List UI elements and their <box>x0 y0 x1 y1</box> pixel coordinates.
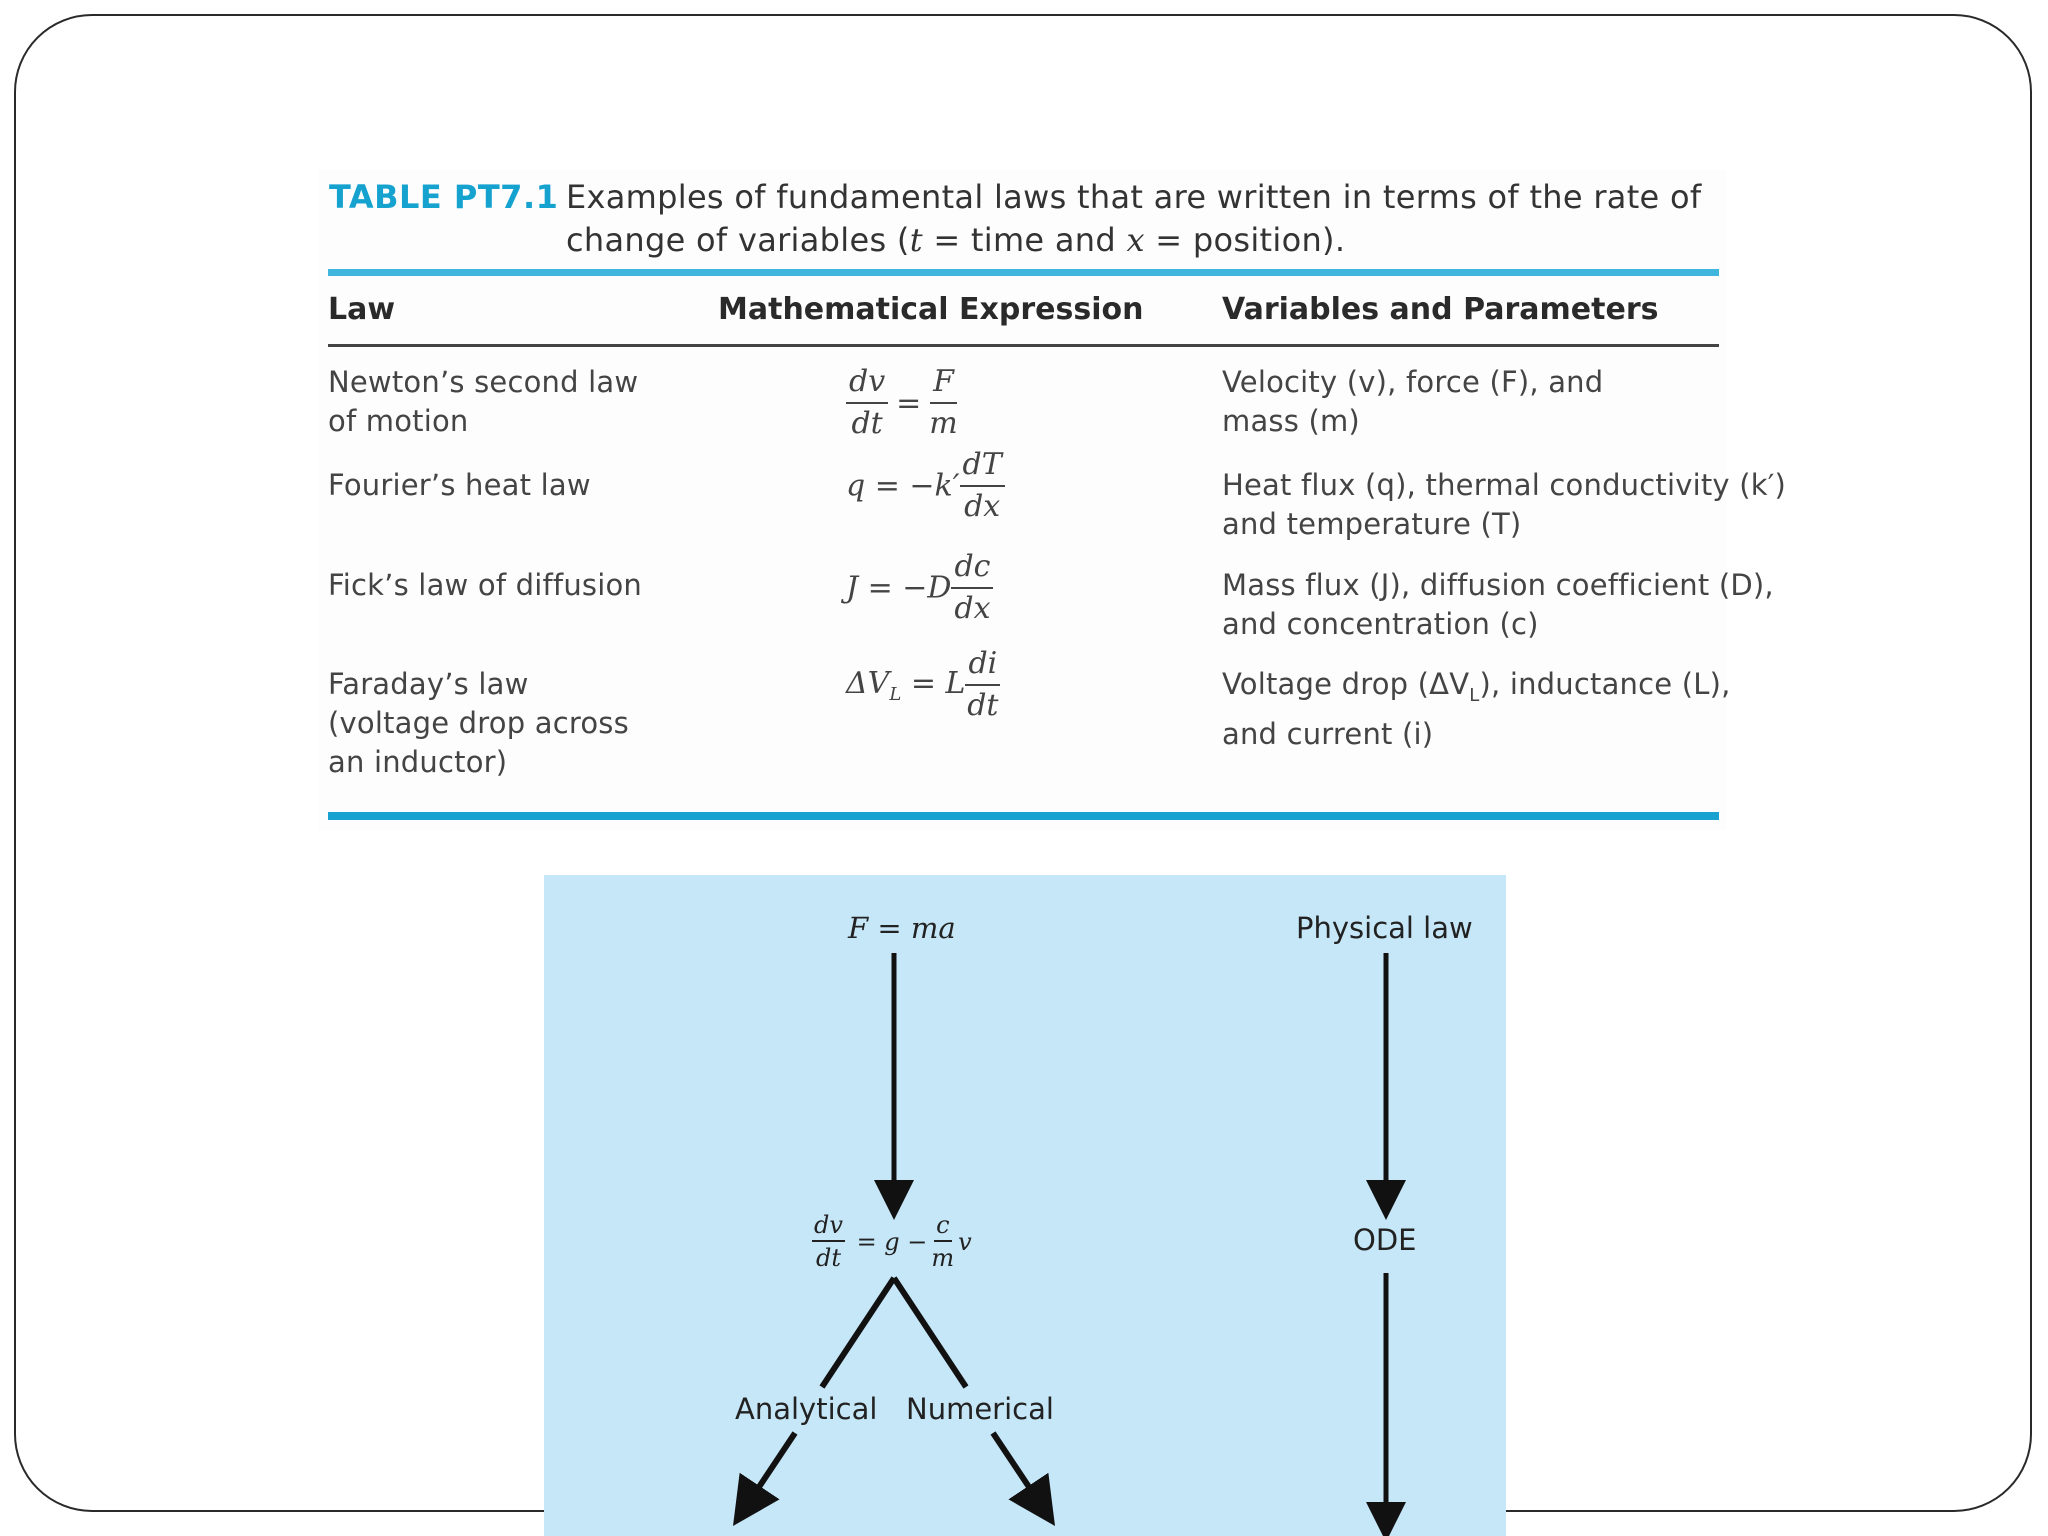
table-label: TABLE PT7.1 <box>329 178 559 216</box>
vars-faraday-line2: and current (i) <box>1222 716 1434 751</box>
table-header-rule <box>328 344 1719 347</box>
eq-faraday <box>846 646 1000 724</box>
eq-fourier-lhs: q = −k′ <box>846 468 960 504</box>
law-fourier-line1: Fourier’s heat law <box>328 468 591 502</box>
header-law: Law <box>328 292 396 327</box>
eq-fourier <box>846 447 1005 525</box>
law-faraday-line2: (voltage drop across <box>328 706 629 740</box>
diagram-analytical: Analytical <box>735 1392 878 1426</box>
eq-faraday-mid: = L <box>901 665 966 701</box>
eq-faraday-num: di <box>965 646 1000 686</box>
law-newton-line1: Newton’s second law <box>328 365 639 399</box>
vars-fourier-line2: and temperature (T) <box>1222 507 1522 541</box>
caption-line-1: Examples of fundamental laws that are written in terms of the rate of <box>566 178 1702 216</box>
diagram-numerical: Numerical <box>906 1392 1054 1426</box>
diagram-eq-frac-left <box>812 1211 845 1272</box>
flow-diagram <box>544 875 1506 1536</box>
diagram-eq-den-left: dt <box>815 1244 841 1272</box>
caption-line-2b: = time and <box>922 221 1127 259</box>
vars-faraday-line1a: Voltage drop (ΔV <box>1222 667 1470 701</box>
caption-line-2c: = position). <box>1144 221 1346 259</box>
law-faraday-line1: Faraday’s law <box>328 667 529 701</box>
eq-fourier-frac <box>960 447 1005 525</box>
line-eq-to-numerical <box>894 1278 966 1387</box>
caption-t: t <box>909 221 923 259</box>
law-fick <box>328 566 642 605</box>
vars-fourier-line1: Heat flux (q), thermal conductivity (k′) <box>1222 468 1787 502</box>
header-math-expression: Mathematical Expression <box>718 292 1144 327</box>
caption-line-2a: change of variables ( <box>566 221 910 259</box>
law-fick-line1: Fick’s law of diffusion <box>328 568 642 602</box>
eq-faraday-frac <box>965 646 1000 724</box>
table-caption <box>566 176 1716 262</box>
vars-fick <box>1222 566 1774 644</box>
diagram-eq-frac-right <box>931 1211 954 1272</box>
eq-fick-den: dx <box>954 591 991 626</box>
vars-newton <box>1222 363 1603 441</box>
vars-newton-line2: mass (m) <box>1222 404 1360 438</box>
diagram-ode-equation <box>812 1211 972 1272</box>
eq-newton-den-left: dt <box>851 406 883 441</box>
eq-fourier-den: dx <box>964 489 1001 524</box>
vars-faraday-sub: L <box>1469 684 1480 706</box>
line-eq-to-analytical <box>822 1278 894 1387</box>
law-newton <box>328 363 638 441</box>
caption-x: x <box>1126 221 1145 259</box>
law-fourier <box>328 466 591 505</box>
eq-fick-frac <box>951 549 993 627</box>
diagram-eq-num-right: c <box>934 1211 951 1242</box>
vars-fourier <box>1222 466 1786 544</box>
eq-faraday-dv: ΔV <box>846 665 890 701</box>
table-bottom-rule <box>328 812 1719 820</box>
law-faraday-line3: an inductor) <box>328 745 508 779</box>
vars-faraday-line1b: ), inductance (L), <box>1479 667 1731 701</box>
eq-newton-den-right: m <box>929 406 958 441</box>
diagram-eq-num-left: dv <box>812 1211 845 1242</box>
eq-faraday-lhs <box>846 665 966 705</box>
law-faraday <box>328 665 629 782</box>
vars-fick-line1: Mass flux (J), diffusion coefficient (D), <box>1222 568 1774 602</box>
law-newton-line2: of motion <box>328 404 469 438</box>
eq-fourier-num: dT <box>960 447 1005 487</box>
eq-fick-lhs: J = −D <box>846 570 952 606</box>
vars-fick-line2: and concentration (c) <box>1222 607 1539 641</box>
diagram-eq-mid: = g − <box>856 1227 928 1256</box>
eq-faraday-sub: L <box>889 683 902 705</box>
eq-faraday-den: dt <box>967 688 999 723</box>
diagram-fma: F = ma <box>848 911 956 945</box>
eq-newton-frac-right <box>929 364 957 442</box>
eq-newton-num-right: F <box>930 364 957 404</box>
eq-newton-num-left: dv <box>846 364 888 404</box>
eq-fick-num: dc <box>951 549 993 589</box>
arrow-numerical-down <box>993 1433 1045 1511</box>
eq-newton-equals: = <box>896 385 922 421</box>
header-variables: Variables and Parameters <box>1222 292 1659 327</box>
eq-fick <box>846 549 993 627</box>
table-top-rule <box>328 269 1719 276</box>
diagram-arrows <box>544 875 1506 1536</box>
vars-faraday <box>1222 665 1731 754</box>
eq-newton-frac-left <box>846 364 888 442</box>
diagram-eq-den-right: m <box>931 1244 955 1272</box>
eq-newton <box>846 364 958 442</box>
diagram-eq-tail: v <box>958 1227 972 1256</box>
vars-newton-line1: Velocity (v), force (F), and <box>1222 365 1604 399</box>
arrow-analytical-down <box>743 1433 795 1511</box>
diagram-physical-law: Physical law <box>1296 911 1473 945</box>
diagram-ode: ODE <box>1353 1223 1417 1257</box>
